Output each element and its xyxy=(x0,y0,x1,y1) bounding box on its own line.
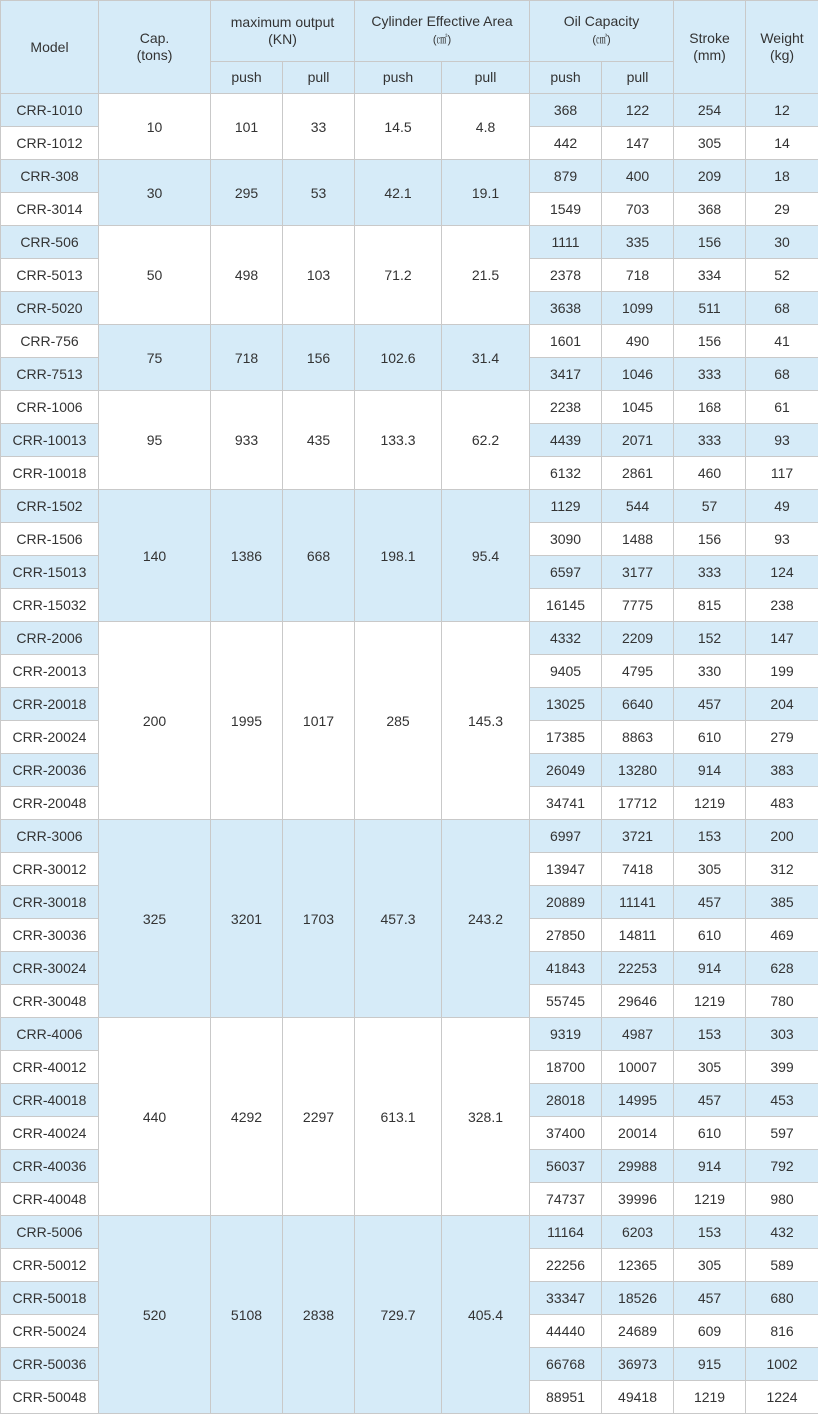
cell-cap: 140 xyxy=(99,490,211,622)
cell-oil-pull: 14811 xyxy=(602,919,674,952)
cell-output-push: 718 xyxy=(211,325,283,391)
header-area-unit: (㎠) xyxy=(432,34,452,46)
cell-area-pull: 4.8 xyxy=(442,94,530,160)
cell-weight: 312 xyxy=(746,853,818,886)
cell-area-pull: 405.4 xyxy=(442,1216,530,1414)
cell-oil-push: 368 xyxy=(530,94,602,127)
cell-oil-push: 2378 xyxy=(530,259,602,292)
cell-oil-pull: 7775 xyxy=(602,589,674,622)
cell-oil-pull: 718 xyxy=(602,259,674,292)
cell-stroke: 457 xyxy=(674,1282,746,1315)
cell-weight: 52 xyxy=(746,259,818,292)
cell-area-push: 42.1 xyxy=(355,160,442,226)
cell-oil-pull: 1099 xyxy=(602,292,674,325)
cell-oil-push: 88951 xyxy=(530,1381,602,1414)
cell-area-pull: 243.2 xyxy=(442,820,530,1018)
header-stroke-label: Stroke xyxy=(689,30,730,46)
cell-cap: 440 xyxy=(99,1018,211,1216)
table-row xyxy=(1,1018,818,1051)
cell-model: CRR-756 xyxy=(1,325,99,358)
header-cap xyxy=(99,1,211,94)
cell-area-pull: 145.3 xyxy=(442,622,530,820)
cell-oil-pull: 1488 xyxy=(602,523,674,556)
header-stroke xyxy=(674,1,746,94)
cell-weight: 1224 xyxy=(746,1381,818,1414)
table-header xyxy=(1,1,818,94)
cell-stroke: 914 xyxy=(674,754,746,787)
header-cap-unit: (tons) xyxy=(136,47,173,63)
cell-oil-push: 37400 xyxy=(530,1117,602,1150)
cell-oil-push: 74737 xyxy=(530,1183,602,1216)
cell-oil-push: 26049 xyxy=(530,754,602,787)
cell-model: CRR-1506 xyxy=(1,523,99,556)
cell-oil-pull: 147 xyxy=(602,127,674,160)
cell-model: CRR-506 xyxy=(1,226,99,259)
cell-model: CRR-30012 xyxy=(1,853,99,886)
header-max-output xyxy=(211,1,355,62)
cell-oil-pull: 20014 xyxy=(602,1117,674,1150)
cell-cap: 325 xyxy=(99,820,211,1018)
cell-oil-pull: 11141 xyxy=(602,886,674,919)
header-area-pull: pull xyxy=(442,62,530,94)
cell-weight: 383 xyxy=(746,754,818,787)
cell-oil-pull: 6640 xyxy=(602,688,674,721)
cell-oil-push: 4332 xyxy=(530,622,602,655)
cell-weight: 18 xyxy=(746,160,818,193)
table-row xyxy=(1,391,818,424)
table-row xyxy=(1,160,818,193)
header-output-push: push xyxy=(211,62,283,94)
cell-weight: 93 xyxy=(746,523,818,556)
table-row xyxy=(1,622,818,655)
cell-oil-push: 28018 xyxy=(530,1084,602,1117)
cell-stroke: 153 xyxy=(674,1018,746,1051)
cell-output-push: 3201 xyxy=(211,820,283,1018)
cell-oil-push: 16145 xyxy=(530,589,602,622)
cell-area-pull: 95.4 xyxy=(442,490,530,622)
cell-model: CRR-10013 xyxy=(1,424,99,457)
cell-oil-push: 1129 xyxy=(530,490,602,523)
cell-oil-pull: 14995 xyxy=(602,1084,674,1117)
cell-oil-push: 41843 xyxy=(530,952,602,985)
cell-stroke: 305 xyxy=(674,853,746,886)
table-row xyxy=(1,820,818,853)
cell-output-pull: 53 xyxy=(283,160,355,226)
table-row xyxy=(1,325,818,358)
cell-weight: 453 xyxy=(746,1084,818,1117)
cell-model: CRR-40012 xyxy=(1,1051,99,1084)
cell-stroke: 333 xyxy=(674,556,746,589)
cell-area-pull: 21.5 xyxy=(442,226,530,325)
cell-weight: 385 xyxy=(746,886,818,919)
cell-model: CRR-20018 xyxy=(1,688,99,721)
cell-stroke: 460 xyxy=(674,457,746,490)
cell-stroke: 1219 xyxy=(674,985,746,1018)
cell-stroke: 156 xyxy=(674,226,746,259)
cell-weight: 780 xyxy=(746,985,818,1018)
header-oil-label: Oil Capacity xyxy=(563,13,640,29)
cell-model: CRR-1010 xyxy=(1,94,99,127)
cell-area-push: 285 xyxy=(355,622,442,820)
cell-weight: 680 xyxy=(746,1282,818,1315)
cell-oil-pull: 3721 xyxy=(602,820,674,853)
cell-output-pull: 33 xyxy=(283,94,355,160)
cell-stroke: 254 xyxy=(674,94,746,127)
header-oil-unit: (㎤) xyxy=(592,34,611,46)
cell-stroke: 914 xyxy=(674,1150,746,1183)
cell-weight: 816 xyxy=(746,1315,818,1348)
cell-oil-pull: 7418 xyxy=(602,853,674,886)
cell-weight: 68 xyxy=(746,358,818,391)
cell-weight: 124 xyxy=(746,556,818,589)
cell-model: CRR-3006 xyxy=(1,820,99,853)
cell-model: CRR-5020 xyxy=(1,292,99,325)
cell-oil-push: 1549 xyxy=(530,193,602,226)
cell-weight: 199 xyxy=(746,655,818,688)
cell-model: CRR-1502 xyxy=(1,490,99,523)
cell-model: CRR-7513 xyxy=(1,358,99,391)
cell-oil-push: 3638 xyxy=(530,292,602,325)
header-weight-label: Weight xyxy=(760,30,804,46)
cell-output-push: 101 xyxy=(211,94,283,160)
cell-oil-pull: 4795 xyxy=(602,655,674,688)
cell-weight: 980 xyxy=(746,1183,818,1216)
cell-model: CRR-40018 xyxy=(1,1084,99,1117)
cell-oil-pull: 36973 xyxy=(602,1348,674,1381)
cell-oil-push: 22256 xyxy=(530,1249,602,1282)
cell-output-push: 4292 xyxy=(211,1018,283,1216)
cell-model: CRR-50048 xyxy=(1,1381,99,1414)
cell-cap: 50 xyxy=(99,226,211,325)
table-row xyxy=(1,1216,818,1249)
cell-stroke: 914 xyxy=(674,952,746,985)
cell-model: CRR-50012 xyxy=(1,1249,99,1282)
cell-oil-pull: 24689 xyxy=(602,1315,674,1348)
cell-model: CRR-2006 xyxy=(1,622,99,655)
cell-area-push: 71.2 xyxy=(355,226,442,325)
cell-oil-pull: 122 xyxy=(602,94,674,127)
cell-weight: 147 xyxy=(746,622,818,655)
cell-area-pull: 62.2 xyxy=(442,391,530,490)
table-row xyxy=(1,226,818,259)
cell-weight: 117 xyxy=(746,457,818,490)
header-stroke-unit: (mm) xyxy=(693,47,726,63)
cell-oil-push: 1111 xyxy=(530,226,602,259)
header-cap-label: Cap. xyxy=(139,30,170,46)
cell-area-push: 198.1 xyxy=(355,490,442,622)
cell-area-push: 457.3 xyxy=(355,820,442,1018)
cell-model: CRR-10018 xyxy=(1,457,99,490)
header-oil xyxy=(530,1,674,62)
cell-weight: 14 xyxy=(746,127,818,160)
cell-stroke: 57 xyxy=(674,490,746,523)
header-area-label: Cylinder Effective Area xyxy=(371,13,513,29)
cell-oil-pull: 29988 xyxy=(602,1150,674,1183)
cell-oil-push: 66768 xyxy=(530,1348,602,1381)
cell-stroke: 156 xyxy=(674,325,746,358)
cell-oil-push: 18700 xyxy=(530,1051,602,1084)
cell-output-push: 1386 xyxy=(211,490,283,622)
cell-oil-push: 56037 xyxy=(530,1150,602,1183)
cell-stroke: 457 xyxy=(674,886,746,919)
cell-oil-pull: 1046 xyxy=(602,358,674,391)
cell-weight: 49 xyxy=(746,490,818,523)
cell-weight: 589 xyxy=(746,1249,818,1282)
cell-stroke: 457 xyxy=(674,688,746,721)
cell-oil-push: 4439 xyxy=(530,424,602,457)
cell-oil-push: 17385 xyxy=(530,721,602,754)
cell-oil-push: 879 xyxy=(530,160,602,193)
cell-oil-pull: 544 xyxy=(602,490,674,523)
cell-cap: 520 xyxy=(99,1216,211,1414)
cell-oil-pull: 2209 xyxy=(602,622,674,655)
cell-area-push: 729.7 xyxy=(355,1216,442,1414)
cell-stroke: 1219 xyxy=(674,1381,746,1414)
cell-oil-pull: 400 xyxy=(602,160,674,193)
cell-model: CRR-30048 xyxy=(1,985,99,1018)
cell-model: CRR-40024 xyxy=(1,1117,99,1150)
cell-weight: 61 xyxy=(746,391,818,424)
cell-model: CRR-30036 xyxy=(1,919,99,952)
cell-output-pull: 435 xyxy=(283,391,355,490)
cell-area-pull: 19.1 xyxy=(442,160,530,226)
cell-weight: 628 xyxy=(746,952,818,985)
cell-oil-pull: 4987 xyxy=(602,1018,674,1051)
table-row xyxy=(1,94,818,127)
cell-oil-push: 2238 xyxy=(530,391,602,424)
cell-oil-pull: 335 xyxy=(602,226,674,259)
cell-area-pull: 31.4 xyxy=(442,325,530,391)
cell-oil-pull: 2861 xyxy=(602,457,674,490)
cell-stroke: 333 xyxy=(674,424,746,457)
cell-model: CRR-308 xyxy=(1,160,99,193)
cell-weight: 204 xyxy=(746,688,818,721)
cell-weight: 93 xyxy=(746,424,818,457)
cell-model: CRR-20036 xyxy=(1,754,99,787)
cell-oil-pull: 10007 xyxy=(602,1051,674,1084)
cell-stroke: 168 xyxy=(674,391,746,424)
cell-output-pull: 2838 xyxy=(283,1216,355,1414)
cell-stroke: 610 xyxy=(674,1117,746,1150)
cell-weight: 12 xyxy=(746,94,818,127)
cell-model: CRR-5013 xyxy=(1,259,99,292)
header-max-output-label: maximum output xyxy=(230,14,335,30)
cell-stroke: 815 xyxy=(674,589,746,622)
cell-weight: 200 xyxy=(746,820,818,853)
cell-area-pull: 328.1 xyxy=(442,1018,530,1216)
cell-oil-push: 11164 xyxy=(530,1216,602,1249)
cell-output-push: 498 xyxy=(211,226,283,325)
cell-oil-pull: 3177 xyxy=(602,556,674,589)
cell-stroke: 334 xyxy=(674,259,746,292)
header-oil-push: push xyxy=(530,62,602,94)
cell-stroke: 457 xyxy=(674,1084,746,1117)
cell-weight: 30 xyxy=(746,226,818,259)
cell-oil-pull: 490 xyxy=(602,325,674,358)
cell-weight: 238 xyxy=(746,589,818,622)
cell-oil-push: 6997 xyxy=(530,820,602,853)
cell-oil-push: 33347 xyxy=(530,1282,602,1315)
cell-output-push: 1995 xyxy=(211,622,283,820)
cell-stroke: 511 xyxy=(674,292,746,325)
cell-cap: 200 xyxy=(99,622,211,820)
cell-model: CRR-15032 xyxy=(1,589,99,622)
cell-oil-push: 3090 xyxy=(530,523,602,556)
cell-model: CRR-3014 xyxy=(1,193,99,226)
cell-oil-pull: 12365 xyxy=(602,1249,674,1282)
header-model: Model xyxy=(1,1,99,94)
cell-oil-push: 27850 xyxy=(530,919,602,952)
cell-oil-pull: 18526 xyxy=(602,1282,674,1315)
cell-model: CRR-30018 xyxy=(1,886,99,919)
cell-weight: 303 xyxy=(746,1018,818,1051)
header-weight-unit: (kg) xyxy=(769,47,795,63)
cell-stroke: 152 xyxy=(674,622,746,655)
cell-oil-pull: 22253 xyxy=(602,952,674,985)
cell-oil-pull: 8863 xyxy=(602,721,674,754)
cell-model: CRR-50036 xyxy=(1,1348,99,1381)
cell-weight: 792 xyxy=(746,1150,818,1183)
cell-output-push: 295 xyxy=(211,160,283,226)
cell-oil-push: 3417 xyxy=(530,358,602,391)
cell-weight: 483 xyxy=(746,787,818,820)
cell-output-pull: 1017 xyxy=(283,622,355,820)
cell-cap: 95 xyxy=(99,391,211,490)
cell-oil-push: 13947 xyxy=(530,853,602,886)
cell-stroke: 610 xyxy=(674,721,746,754)
cell-stroke: 333 xyxy=(674,358,746,391)
cell-stroke: 1219 xyxy=(674,787,746,820)
cell-cap: 10 xyxy=(99,94,211,160)
cell-oil-push: 20889 xyxy=(530,886,602,919)
cell-oil-pull: 29646 xyxy=(602,985,674,1018)
cell-weight: 399 xyxy=(746,1051,818,1084)
cell-oil-pull: 6203 xyxy=(602,1216,674,1249)
cell-stroke: 1219 xyxy=(674,1183,746,1216)
cell-oil-push: 9319 xyxy=(530,1018,602,1051)
cell-stroke: 156 xyxy=(674,523,746,556)
cell-weight: 469 xyxy=(746,919,818,952)
cell-stroke: 153 xyxy=(674,820,746,853)
header-output-pull: pull xyxy=(283,62,355,94)
cell-stroke: 915 xyxy=(674,1348,746,1381)
cell-stroke: 305 xyxy=(674,127,746,160)
header-area-push: push xyxy=(355,62,442,94)
cell-weight: 1002 xyxy=(746,1348,818,1381)
cell-area-push: 133.3 xyxy=(355,391,442,490)
cell-model: CRR-15013 xyxy=(1,556,99,589)
cell-oil-push: 6597 xyxy=(530,556,602,589)
header-oil-pull: pull xyxy=(602,62,674,94)
cell-model: CRR-50024 xyxy=(1,1315,99,1348)
cell-weight: 432 xyxy=(746,1216,818,1249)
table-row xyxy=(1,490,818,523)
cell-model: CRR-40036 xyxy=(1,1150,99,1183)
cell-oil-pull: 39996 xyxy=(602,1183,674,1216)
cell-stroke: 368 xyxy=(674,193,746,226)
cell-oil-push: 442 xyxy=(530,127,602,160)
cell-output-pull: 156 xyxy=(283,325,355,391)
cell-weight: 29 xyxy=(746,193,818,226)
cell-cap: 30 xyxy=(99,160,211,226)
cell-area-push: 14.5 xyxy=(355,94,442,160)
cell-output-pull: 103 xyxy=(283,226,355,325)
cell-oil-push: 55745 xyxy=(530,985,602,1018)
cell-model: CRR-1012 xyxy=(1,127,99,160)
table-body xyxy=(1,94,818,1414)
cell-output-push: 5108 xyxy=(211,1216,283,1414)
cell-oil-push: 6132 xyxy=(530,457,602,490)
cell-model: CRR-20013 xyxy=(1,655,99,688)
cell-output-pull: 668 xyxy=(283,490,355,622)
cell-model: CRR-1006 xyxy=(1,391,99,424)
cell-oil-push: 13025 xyxy=(530,688,602,721)
cell-output-pull: 2297 xyxy=(283,1018,355,1216)
cell-area-push: 613.1 xyxy=(355,1018,442,1216)
cell-cap: 75 xyxy=(99,325,211,391)
cell-oil-pull: 49418 xyxy=(602,1381,674,1414)
cell-oil-push: 34741 xyxy=(530,787,602,820)
cell-model: CRR-5006 xyxy=(1,1216,99,1249)
cell-stroke: 153 xyxy=(674,1216,746,1249)
cell-weight: 279 xyxy=(746,721,818,754)
header-max-output-unit: (KN) xyxy=(268,31,297,47)
cell-stroke: 330 xyxy=(674,655,746,688)
cell-oil-push: 9405 xyxy=(530,655,602,688)
cell-stroke: 610 xyxy=(674,919,746,952)
cell-oil-pull: 2071 xyxy=(602,424,674,457)
cell-model: CRR-30024 xyxy=(1,952,99,985)
cell-oil-pull: 1045 xyxy=(602,391,674,424)
cell-output-pull: 1703 xyxy=(283,820,355,1018)
cell-stroke: 305 xyxy=(674,1249,746,1282)
cell-model: CRR-20048 xyxy=(1,787,99,820)
cell-oil-pull: 17712 xyxy=(602,787,674,820)
header-area xyxy=(355,1,530,62)
cell-weight: 41 xyxy=(746,325,818,358)
cell-oil-push: 44440 xyxy=(530,1315,602,1348)
cell-model: CRR-50018 xyxy=(1,1282,99,1315)
cell-model: CRR-4006 xyxy=(1,1018,99,1051)
cell-model: CRR-20024 xyxy=(1,721,99,754)
header-weight xyxy=(746,1,818,94)
cell-oil-pull: 13280 xyxy=(602,754,674,787)
cell-stroke: 609 xyxy=(674,1315,746,1348)
cell-oil-pull: 703 xyxy=(602,193,674,226)
cell-stroke: 305 xyxy=(674,1051,746,1084)
cell-area-push: 102.6 xyxy=(355,325,442,391)
cell-weight: 597 xyxy=(746,1117,818,1150)
cell-oil-push: 1601 xyxy=(530,325,602,358)
cell-stroke: 209 xyxy=(674,160,746,193)
cell-model: CRR-40048 xyxy=(1,1183,99,1216)
cell-weight: 68 xyxy=(746,292,818,325)
cell-output-push: 933 xyxy=(211,391,283,490)
